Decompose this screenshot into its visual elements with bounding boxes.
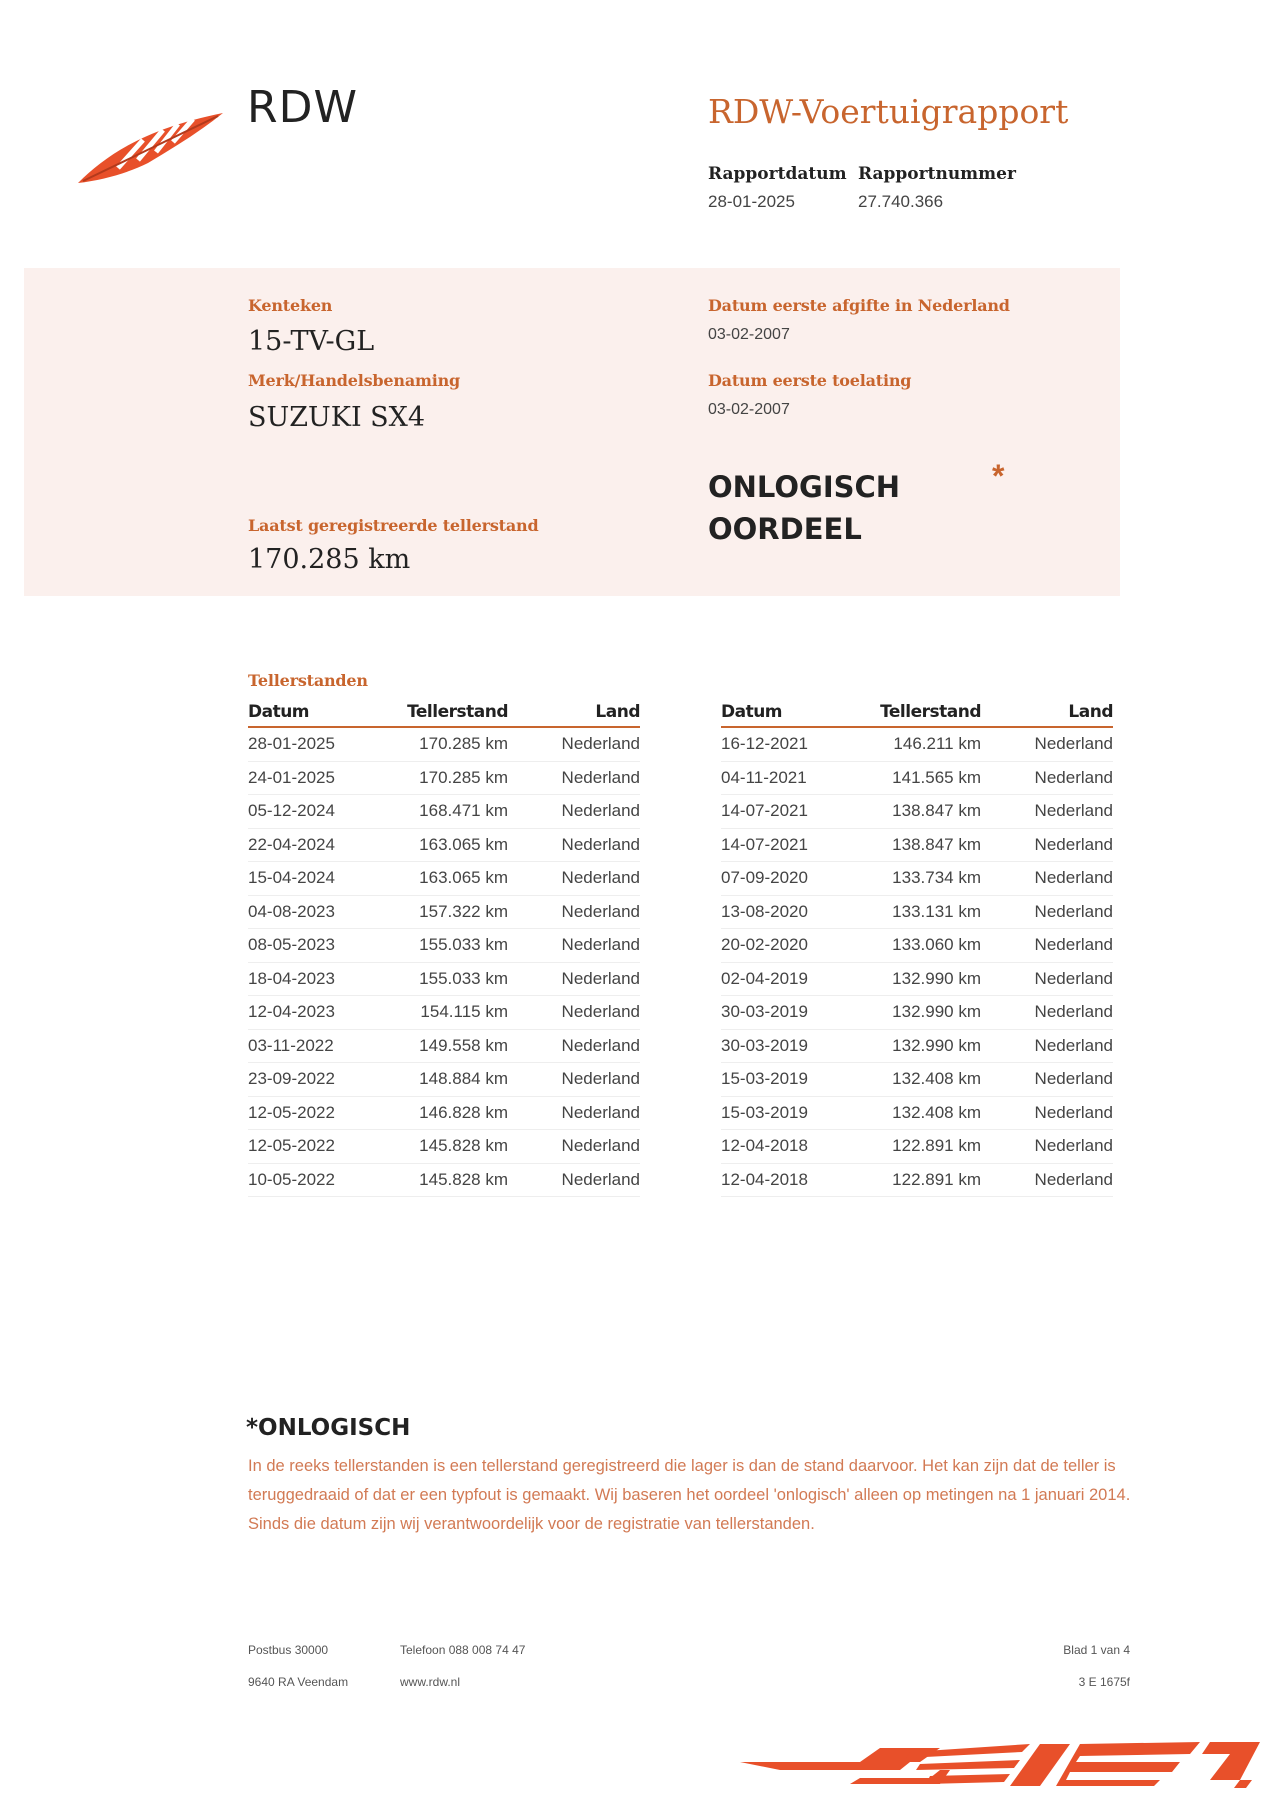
- table-row: [721, 761, 1113, 795]
- cell-date: 22-04-2024: [248, 828, 378, 862]
- table-row: [248, 727, 640, 761]
- readings-table-left: [248, 702, 640, 1197]
- table-row: [721, 929, 1113, 963]
- cell-country: Nederland: [981, 795, 1113, 829]
- cell-reading: 157.322 km: [378, 895, 508, 929]
- cell-reading: 133.060 km: [851, 929, 981, 963]
- first-admission-value: 03-02-2007: [708, 401, 790, 418]
- table-row: [248, 1029, 640, 1063]
- cell-date: 18-04-2023: [248, 962, 378, 996]
- footnote-text: In de reeks tellerstanden is een tellerstand geregistreerd die lager is dan de stand daarvoor. Het kan zijn dat de teller is teruggedraaid of dat er een typfout is gemaakt. Wij baseren het oordeel 'onlogisch' alleen op metingen na 1 januari 2014. Sinds die datum zijn wij verantwoordelijk voor de registratie van tellerstanden.: [248, 1457, 1131, 1533]
- footer-website[interactable]: www.rdw.nl: [400, 1675, 461, 1689]
- cell-country: Nederland: [508, 1130, 640, 1164]
- cell-reading: 163.065 km: [378, 862, 508, 896]
- table-row: [248, 761, 640, 795]
- col-country: Land: [981, 702, 1113, 727]
- cell-date: 30-03-2019: [721, 1029, 851, 1063]
- table-row: [721, 1163, 1113, 1197]
- cell-country: Nederland: [508, 996, 640, 1030]
- cell-date: 15-03-2019: [721, 1063, 851, 1097]
- make-value: SUZUKI SX4: [248, 402, 426, 433]
- cell-reading: 148.884 km: [378, 1063, 508, 1097]
- first-admission-label: Datum eerste toelating: [708, 371, 912, 390]
- cell-date: 14-07-2021: [721, 828, 851, 862]
- footer-page: Blad 1 van 4: [1063, 1643, 1130, 1657]
- cell-reading: 154.115 km: [378, 996, 508, 1030]
- table-row: [248, 996, 640, 1030]
- cell-reading: 122.891 km: [851, 1130, 981, 1164]
- table-row: [721, 727, 1113, 761]
- table-row: [248, 1163, 640, 1197]
- report-number: 27.740.366: [858, 192, 944, 211]
- cell-country: Nederland: [508, 929, 640, 963]
- cell-country: Nederland: [981, 1029, 1113, 1063]
- cell-reading: 155.033 km: [378, 962, 508, 996]
- cell-country: Nederland: [508, 1029, 640, 1063]
- cell-reading: 141.565 km: [851, 761, 981, 795]
- cell-reading: 133.734 km: [851, 862, 981, 896]
- cell-country: Nederland: [981, 828, 1113, 862]
- cell-date: 12-04-2018: [721, 1130, 851, 1164]
- cell-date: 23-09-2022: [248, 1063, 378, 1097]
- cell-country: Nederland: [508, 862, 640, 896]
- col-reading: Tellerstand: [378, 702, 508, 727]
- cell-reading: 146.828 km: [378, 1096, 508, 1130]
- cell-date: 15-04-2024: [248, 862, 378, 896]
- cell-country: Nederland: [508, 1096, 640, 1130]
- odometer-label: Laatst geregistreerde tellerstand: [248, 516, 539, 535]
- table-row: [721, 1029, 1113, 1063]
- first-issue-nl-value: 03-02-2007: [708, 326, 790, 343]
- footer-postbus: Postbus 30000: [248, 1643, 329, 1657]
- cell-country: Nederland: [981, 862, 1113, 896]
- cell-date: 24-01-2025: [248, 761, 378, 795]
- summary-panel: [24, 268, 1120, 596]
- cell-country: Nederland: [981, 996, 1113, 1030]
- cell-date: 12-04-2018: [721, 1163, 851, 1197]
- cell-reading: 149.558 km: [378, 1029, 508, 1063]
- footer-phone: Telefoon 088 008 74 47: [400, 1643, 526, 1657]
- cell-country: Nederland: [981, 895, 1113, 929]
- col-country: Land: [508, 702, 640, 727]
- plate-value: 15-TV-GL: [248, 326, 375, 357]
- cell-country: Nederland: [508, 1163, 640, 1197]
- cell-reading: 132.990 km: [851, 962, 981, 996]
- table-row: [721, 895, 1113, 929]
- cell-reading: 122.891 km: [851, 1163, 981, 1197]
- table-row: [248, 1130, 640, 1164]
- cell-reading: 132.408 km: [851, 1096, 981, 1130]
- cell-date: 15-03-2019: [721, 1096, 851, 1130]
- cell-date: 02-04-2019: [721, 962, 851, 996]
- cell-reading: 146.211 km: [851, 727, 981, 761]
- cell-date: 12-05-2022: [248, 1096, 378, 1130]
- footer-code: 3 E 1675f: [1078, 1675, 1130, 1689]
- cell-date: 30-03-2019: [721, 996, 851, 1030]
- footer-city: 9640 RA Veendam: [248, 1675, 349, 1689]
- plate-label: Kenteken: [248, 296, 333, 315]
- table-row: [721, 996, 1113, 1030]
- table-row: [248, 862, 640, 896]
- cell-country: Nederland: [508, 1063, 640, 1097]
- cell-country: Nederland: [981, 1096, 1113, 1130]
- col-reading: Tellerstand: [851, 702, 981, 727]
- cell-reading: 170.285 km: [378, 761, 508, 795]
- cell-date: 07-09-2020: [721, 862, 851, 896]
- table-row: [248, 1096, 640, 1130]
- cell-date: 13-08-2020: [721, 895, 851, 929]
- verdict-asterisk: *: [992, 458, 1005, 494]
- cell-country: Nederland: [981, 962, 1113, 996]
- col-date: Datum: [248, 702, 378, 727]
- cell-date: 10-05-2022: [248, 1163, 378, 1197]
- cell-country: Nederland: [981, 1130, 1113, 1164]
- cell-country: Nederland: [508, 761, 640, 795]
- table-row: [248, 1063, 640, 1097]
- cell-date: 20-02-2020: [721, 929, 851, 963]
- cell-reading: 133.131 km: [851, 895, 981, 929]
- cell-date: 08-05-2023: [248, 929, 378, 963]
- table-row: [248, 828, 640, 862]
- cell-reading: 132.990 km: [851, 1029, 981, 1063]
- table-row: [248, 795, 640, 829]
- cell-reading: 138.847 km: [851, 795, 981, 829]
- cell-country: Nederland: [508, 828, 640, 862]
- col-date: Datum: [721, 702, 851, 727]
- cell-date: 14-07-2021: [721, 795, 851, 829]
- cell-date: 28-01-2025: [248, 727, 378, 761]
- report-date: 28-01-2025: [708, 192, 795, 211]
- cell-reading: 132.408 km: [851, 1063, 981, 1097]
- cell-reading: 163.065 km: [378, 828, 508, 862]
- readings-table-right: [721, 702, 1113, 1197]
- cell-date: 12-05-2022: [248, 1130, 378, 1164]
- cell-country: Nederland: [508, 962, 640, 996]
- cell-country: Nederland: [981, 1063, 1113, 1097]
- report-date-label: Rapportdatum: [708, 164, 847, 184]
- table-row: [721, 862, 1113, 896]
- table-row: [721, 1130, 1113, 1164]
- cell-reading: 155.033 km: [378, 929, 508, 963]
- table-row: [721, 795, 1113, 829]
- cell-reading: 170.285 km: [378, 727, 508, 761]
- rdw-feather-logo-icon: [78, 108, 228, 188]
- cell-date: 16-12-2021: [721, 727, 851, 761]
- cell-country: Nederland: [508, 895, 640, 929]
- cell-reading: 145.828 km: [378, 1130, 508, 1164]
- table-row: [721, 1096, 1113, 1130]
- table-row: [721, 828, 1113, 862]
- cell-reading: 145.828 km: [378, 1163, 508, 1197]
- readings-title: Tellerstanden: [248, 671, 368, 690]
- table-row: [248, 929, 640, 963]
- verdict: [708, 466, 900, 550]
- cell-date: 04-11-2021: [721, 761, 851, 795]
- cell-country: Nederland: [508, 727, 640, 761]
- report-title: RDW-Voertuigrapport: [708, 92, 1069, 131]
- logo-text: RDW: [247, 82, 358, 133]
- first-issue-nl-label: Datum eerste afgifte in Nederland: [708, 296, 1010, 315]
- cell-country: Nederland: [981, 727, 1113, 761]
- cell-reading: 132.990 km: [851, 996, 981, 1030]
- cell-reading: 168.471 km: [378, 795, 508, 829]
- footnote-title: *ONLOGISCH: [246, 1415, 411, 1441]
- cell-date: 12-04-2023: [248, 996, 378, 1030]
- cell-reading: 138.847 km: [851, 828, 981, 862]
- odometer-value: 170.285 km: [248, 544, 411, 575]
- cell-country: Nederland: [981, 761, 1113, 795]
- table-row: [721, 962, 1113, 996]
- make-label: Merk/Handelsbenaming: [248, 371, 461, 390]
- cell-country: Nederland: [508, 795, 640, 829]
- table-row: [248, 895, 640, 929]
- verdict-line-1: ONLOGISCH: [708, 470, 901, 504]
- cell-date: 03-11-2022: [248, 1029, 378, 1063]
- cell-date: 04-08-2023: [248, 895, 378, 929]
- table-row: [721, 1063, 1113, 1097]
- rdw-brand-stripes-icon: [740, 1740, 1260, 1790]
- cell-country: Nederland: [981, 929, 1113, 963]
- table-row: [248, 962, 640, 996]
- report-number-label: Rapportnummer: [858, 164, 1016, 184]
- verdict-line-2: OORDEEL: [708, 512, 862, 546]
- cell-country: Nederland: [981, 1163, 1113, 1197]
- cell-date: 05-12-2024: [248, 795, 378, 829]
